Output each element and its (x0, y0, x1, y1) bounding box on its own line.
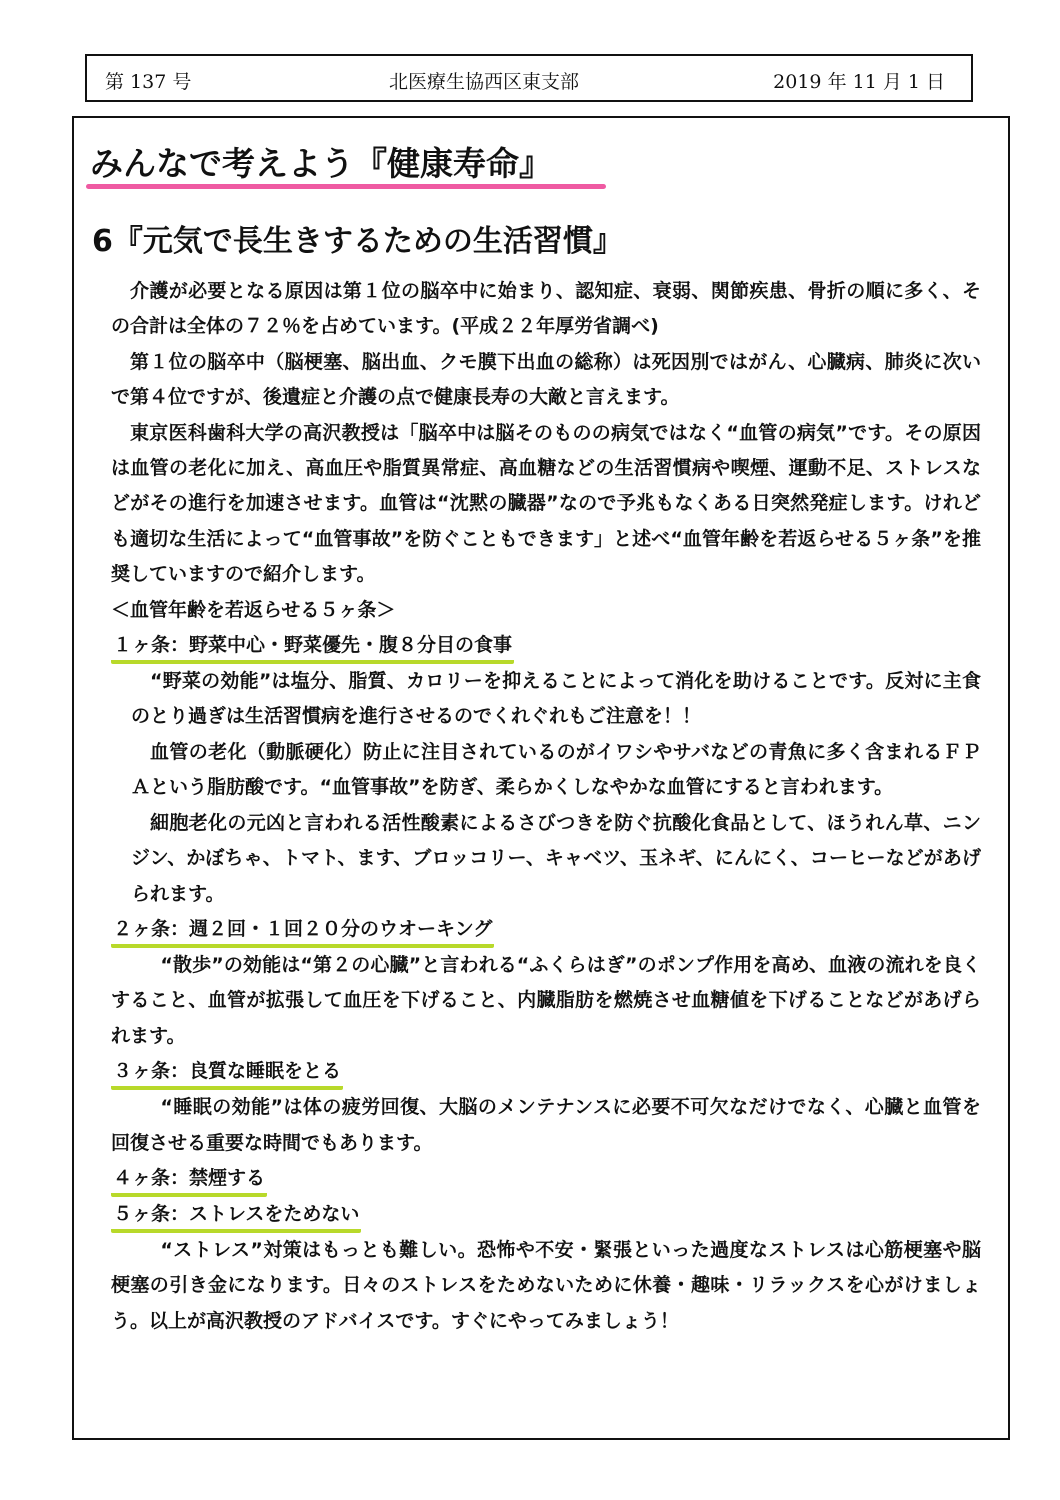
item-1-paragraph-3: 細胞老化の元凶と言われる活性酸素によるさびつきを防ぐ抗酸化食品として、ほうれん草、ニンジン、かぼちゃ、トマト、ます、ブロッコリー、キャベツ、玉ネギ、にんにく、コーヒーなどがあげられます。 (131, 811, 981, 905)
item-5-heading-text: ５ヶ条：ストレスをためない (111, 1199, 361, 1233)
list-heading: ＜血管年齢を若返らせる５ヶ条＞ (111, 598, 396, 621)
intro-paragraph-2: 第１位の脳卒中（脳梗塞、脳出血、クモ膜下出血の総称）は死因別ではがん、心臓病、肺炎に次いで第４位ですが、後遺症と介護の点で健康長寿の大敵と言えます。 (111, 350, 981, 409)
issue-date: 2019 年 11 月 1 日 (773, 71, 945, 93)
item-3-heading-text: ３ヶ条：良質な睡眠をとる (111, 1056, 343, 1090)
item-4-heading-text: ４ヶ条：禁煙する (111, 1163, 267, 1197)
item-2-heading-text: ２ヶ条：週２回・１回２０分のウオーキング (111, 914, 494, 948)
item-4-heading (111, 1161, 981, 1197)
title-underline (86, 184, 606, 189)
article-subtitle: 6『元気で長生きするための生活習慣』 (92, 224, 623, 259)
item-3-heading (111, 1054, 981, 1090)
organization-name: 北医療生協西区東支部 (389, 71, 580, 93)
item-1-paragraph-2: 血管の老化（動脈硬化）防止に注目されているのがイワシやサバなどの青魚に多く含まれるＦＰＡという脂肪酸です。“血管事故”を防ぎ、柔らかくしなやかな血管にすると言われます。 (131, 740, 981, 799)
item-2-heading (111, 912, 981, 948)
item-5-paragraph-1: “ストレス”対策はもっとも難しい。恐怖や不安・緊張といった過度なストレスは心筋梗塞や脳梗塞の引き金になります。日々のストレスをためないために休養・趣味・リラックスを心がけましょう。以上が高沢教授のアドバイスです。すぐにやってみましょう！ (111, 1238, 981, 1332)
newsletter-header (85, 54, 973, 102)
item-3-paragraph-1: “睡眠の効能”は体の疲労回復、大脳のメンテナンスに必要不可欠なだけでなく、心臓と血管を回復させる重要な時間でもあります。 (111, 1096, 981, 1154)
article-frame (72, 116, 1010, 1440)
issue-number: 第 137 号 (105, 71, 192, 93)
item-5-heading (111, 1197, 981, 1233)
item-2-paragraph-1: “散歩”の効能は“第２の心臓”と言われる“ふくらはぎ”のポンプ作用を高め、血液の流れを良くすること、血管が拡張して血圧を下げること、内臓脂肪を燃焼させ血糖値を下げることなどがあげられます。 (111, 953, 981, 1047)
article-title: みんなで考えよう『健康寿命』 (90, 144, 552, 183)
article-body (111, 274, 981, 1339)
item-1-heading-text: １ヶ条：野菜中心・野菜優先・腹８分目の食事 (111, 630, 514, 664)
intro-paragraph-1: 介護が必要となる原因は第１位の脳卒中に始まり、認知症、衰弱、関節疾患、骨折の順に多く、その合計は全体の７２％を占めています。(平成２２年厚労省調べ) (111, 280, 981, 338)
item-1-paragraph-1: “野菜の効能”は塩分、脂質、カロリーを抑えることによって消化を助けることです。反対に主食のとり過ぎは生活習慣病を進行させるのでくれぐれもご注意を！！ (131, 670, 981, 728)
intro-paragraph-3: 東京医科歯科大学の高沢教授は「脳卒中は脳そのものの病気ではなく“血管の病気”です。その原因は血管の老化に加え、高血圧や脂質異常症、高血糖などの生活習慣病や喫煙、運動不足、ストレスなどがその進行を加速させます。血管は“沈黙の臓器”なので予兆もなくある日突然発症します。けれども適切な生活によって“血管事故”を防ぐこともできます」と述べ“血管年齢を若返らせる５ヶ条”を推奨していますので紹介します。 (111, 421, 981, 586)
item-1-heading (111, 628, 981, 664)
